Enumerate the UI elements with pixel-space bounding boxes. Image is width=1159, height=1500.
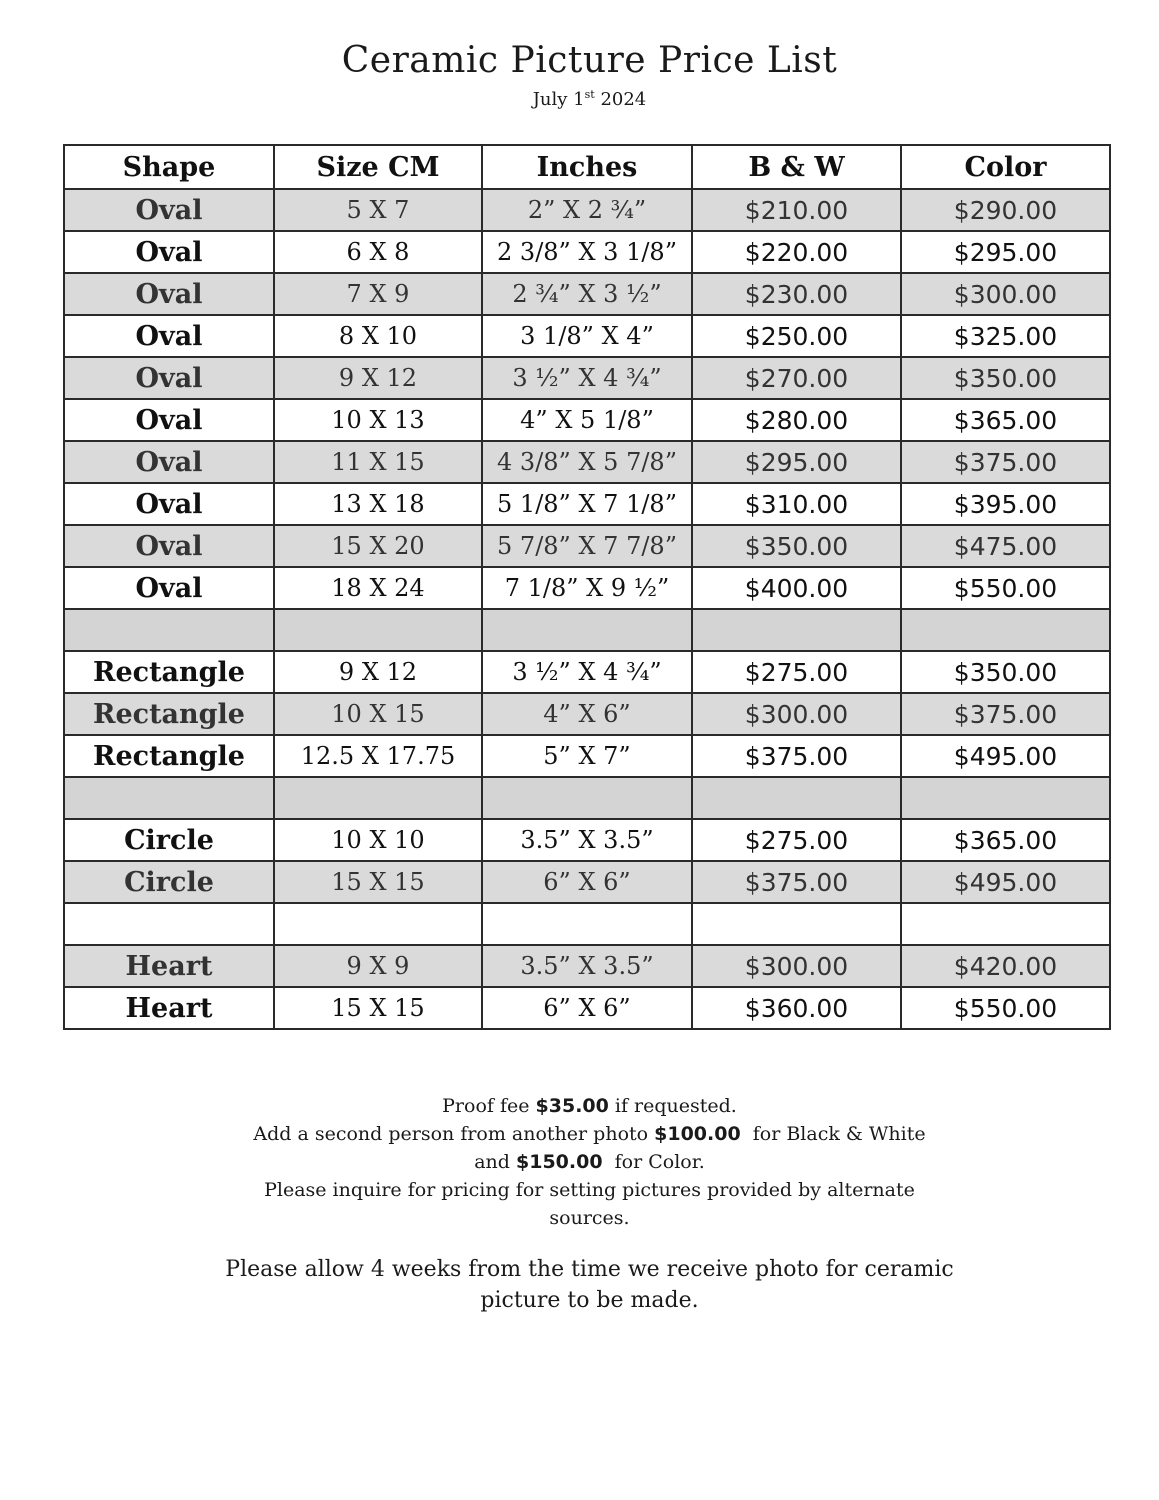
- shape-cell: [64, 777, 274, 819]
- inches-cell: [482, 903, 692, 945]
- price-table: [63, 144, 1111, 1030]
- color-price-cell: $550.00: [901, 987, 1110, 1029]
- second-person-color-fee: $150.00: [516, 1151, 603, 1173]
- second-person-text: Add a second person from another photo: [253, 1123, 655, 1145]
- inches-cell: 5 1/8” X 7 1/8”: [482, 483, 692, 525]
- shape-cell: [64, 903, 274, 945]
- inquire-line-1: Please inquire for pricing for setting pictures provided by alternate: [264, 1179, 915, 1201]
- bw-price-cell: $230.00: [692, 273, 901, 315]
- size-cm-cell: 9 X 12: [274, 651, 482, 693]
- table-row: [64, 231, 1110, 273]
- shape-cell: Circle: [64, 819, 274, 861]
- inches-cell: 3 ½” X 4 ¾”: [482, 357, 692, 399]
- header-shape: Shape: [64, 145, 274, 189]
- color-price-cell: $365.00: [901, 819, 1110, 861]
- table-row: [64, 861, 1110, 903]
- size-cm-cell: 13 X 18: [274, 483, 482, 525]
- shape-cell: Oval: [64, 357, 274, 399]
- color-price-cell: [901, 903, 1110, 945]
- inches-cell: 3.5” X 3.5”: [482, 945, 692, 987]
- bw-price-cell: $250.00: [692, 315, 901, 357]
- proof-fee-suffix: if requested.: [608, 1095, 737, 1117]
- table-row-blank: [64, 777, 1110, 819]
- table-header-row: [64, 145, 1110, 189]
- inches-cell: 5” X 7”: [482, 735, 692, 777]
- bw-price-cell: $400.00: [692, 567, 901, 609]
- color-price-cell: $295.00: [901, 231, 1110, 273]
- table-row: [64, 441, 1110, 483]
- color-price-cell: $290.00: [901, 189, 1110, 231]
- inches-cell: 6” X 6”: [482, 987, 692, 1029]
- inches-cell: 2” X 2 ¾”: [482, 189, 692, 231]
- table-row: [64, 273, 1110, 315]
- shape-cell: Oval: [64, 525, 274, 567]
- table-row: [64, 567, 1110, 609]
- shape-cell: Oval: [64, 273, 274, 315]
- size-cm-cell: 9 X 12: [274, 357, 482, 399]
- size-cm-cell: 12.5 X 17.75: [274, 735, 482, 777]
- bw-price-cell: $375.00: [692, 735, 901, 777]
- size-cm-cell: [274, 903, 482, 945]
- size-cm-cell: 18 X 24: [274, 567, 482, 609]
- bw-price-cell: $375.00: [692, 861, 901, 903]
- size-cm-cell: 7 X 9: [274, 273, 482, 315]
- size-cm-cell: 11 X 15: [274, 441, 482, 483]
- inches-cell: 4 3/8” X 5 7/8”: [482, 441, 692, 483]
- shape-cell: Oval: [64, 483, 274, 525]
- size-cm-cell: 8 X 10: [274, 315, 482, 357]
- date-month-day: July 1: [532, 89, 585, 110]
- inches-cell: [482, 609, 692, 651]
- shape-cell: [64, 609, 274, 651]
- color-price-cell: $420.00: [901, 945, 1110, 987]
- color-price-cell: $475.00: [901, 525, 1110, 567]
- second-person-color-label: for Color.: [602, 1151, 705, 1173]
- bw-price-cell: [692, 609, 901, 651]
- second-person-bw-fee: $100.00: [654, 1123, 741, 1145]
- table-row: [64, 735, 1110, 777]
- proof-fee-line: [0, 1092, 1159, 1120]
- inches-cell: 3.5” X 3.5”: [482, 819, 692, 861]
- table-row: [64, 819, 1110, 861]
- shape-cell: Rectangle: [64, 735, 274, 777]
- inches-cell: 3 1/8” X 4”: [482, 315, 692, 357]
- table-row: [64, 945, 1110, 987]
- shape-cell: Circle: [64, 861, 274, 903]
- size-cm-cell: 10 X 10: [274, 819, 482, 861]
- shape-cell: Oval: [64, 567, 274, 609]
- color-price-cell: $325.00: [901, 315, 1110, 357]
- table-row: [64, 315, 1110, 357]
- table-row: [64, 483, 1110, 525]
- bw-price-cell: [692, 903, 901, 945]
- table-row: [64, 357, 1110, 399]
- shape-cell: Heart: [64, 987, 274, 1029]
- color-price-cell: $495.00: [901, 861, 1110, 903]
- header-inches: Inches: [482, 145, 692, 189]
- color-price-cell: $395.00: [901, 483, 1110, 525]
- bw-price-cell: $210.00: [692, 189, 901, 231]
- second-person-color-line: [0, 1148, 1159, 1176]
- color-price-cell: $350.00: [901, 651, 1110, 693]
- table-row: [64, 693, 1110, 735]
- second-person-line: [0, 1120, 1159, 1148]
- inches-cell: 5 7/8” X 7 7/8”: [482, 525, 692, 567]
- proof-fee-amount: $35.00: [535, 1095, 609, 1117]
- color-price-cell: $375.00: [901, 441, 1110, 483]
- bw-price-cell: $280.00: [692, 399, 901, 441]
- size-cm-cell: 9 X 9: [274, 945, 482, 987]
- bw-price-cell: $300.00: [692, 693, 901, 735]
- table-row-blank: [64, 903, 1110, 945]
- inches-cell: 4” X 5 1/8”: [482, 399, 692, 441]
- shape-cell: Oval: [64, 315, 274, 357]
- color-price-cell: $550.00: [901, 567, 1110, 609]
- inches-cell: 2 3/8” X 3 1/8”: [482, 231, 692, 273]
- table-row: [64, 525, 1110, 567]
- table-body: [64, 189, 1110, 1029]
- date-year: 2024: [600, 89, 647, 110]
- size-cm-cell: 10 X 13: [274, 399, 482, 441]
- size-cm-cell: 15 X 15: [274, 861, 482, 903]
- shape-cell: Heart: [64, 945, 274, 987]
- page-title: Ceramic Picture Price List: [341, 40, 838, 81]
- inches-cell: 7 1/8” X 9 ½”: [482, 567, 692, 609]
- shape-cell: Oval: [64, 441, 274, 483]
- shape-cell: Rectangle: [64, 693, 274, 735]
- size-cm-cell: 15 X 20: [274, 525, 482, 567]
- bw-price-cell: $310.00: [692, 483, 901, 525]
- table-row-blank: [64, 609, 1110, 651]
- size-cm-cell: [274, 777, 482, 819]
- shape-cell: Oval: [64, 189, 274, 231]
- shape-cell: Rectangle: [64, 651, 274, 693]
- bw-price-cell: $295.00: [692, 441, 901, 483]
- bw-price-cell: $350.00: [692, 525, 901, 567]
- table-row: [64, 399, 1110, 441]
- bw-price-cell: $275.00: [692, 819, 901, 861]
- color-price-cell: $495.00: [901, 735, 1110, 777]
- page-date: [0, 88, 1159, 110]
- bw-price-cell: [692, 777, 901, 819]
- header-color: Color: [901, 145, 1110, 189]
- color-price-cell: $300.00: [901, 273, 1110, 315]
- size-cm-cell: 15 X 15: [274, 987, 482, 1029]
- bw-price-cell: $220.00: [692, 231, 901, 273]
- table-row: [64, 987, 1110, 1029]
- header-size-cm: Size CM: [274, 145, 482, 189]
- color-price-cell: $365.00: [901, 399, 1110, 441]
- color-price-cell: $375.00: [901, 693, 1110, 735]
- second-person-and: and: [474, 1151, 517, 1173]
- size-cm-cell: [274, 609, 482, 651]
- inches-cell: 4” X 6”: [482, 693, 692, 735]
- inches-cell: 6” X 6”: [482, 861, 692, 903]
- shape-cell: Oval: [64, 399, 274, 441]
- allow-note: [0, 1254, 1159, 1316]
- table-row: [64, 189, 1110, 231]
- size-cm-cell: 5 X 7: [274, 189, 482, 231]
- allow-note-line-2: picture to be made.: [480, 1288, 699, 1313]
- bw-price-cell: $275.00: [692, 651, 901, 693]
- shape-cell: Oval: [64, 231, 274, 273]
- header-bw: B & W: [692, 145, 901, 189]
- size-cm-cell: 10 X 15: [274, 693, 482, 735]
- inches-cell: 3 ½” X 4 ¾”: [482, 651, 692, 693]
- bw-price-cell: $360.00: [692, 987, 901, 1029]
- inches-cell: [482, 777, 692, 819]
- second-person-bw-label: for Black & White: [740, 1123, 926, 1145]
- allow-note-line-1: Please allow 4 weeks from the time we receive photo for ceramic: [225, 1257, 954, 1282]
- proof-fee-text: Proof fee: [442, 1095, 536, 1117]
- date-suffix: st: [584, 88, 595, 101]
- color-price-cell: [901, 609, 1110, 651]
- size-cm-cell: 6 X 8: [274, 231, 482, 273]
- inches-cell: 2 ¾” X 3 ½”: [482, 273, 692, 315]
- table-row: [64, 651, 1110, 693]
- bw-price-cell: $270.00: [692, 357, 901, 399]
- color-price-cell: [901, 777, 1110, 819]
- notes: [0, 1092, 1159, 1232]
- bw-price-cell: $300.00: [692, 945, 901, 987]
- color-price-cell: $350.00: [901, 357, 1110, 399]
- inquire-line-2: sources.: [549, 1207, 630, 1229]
